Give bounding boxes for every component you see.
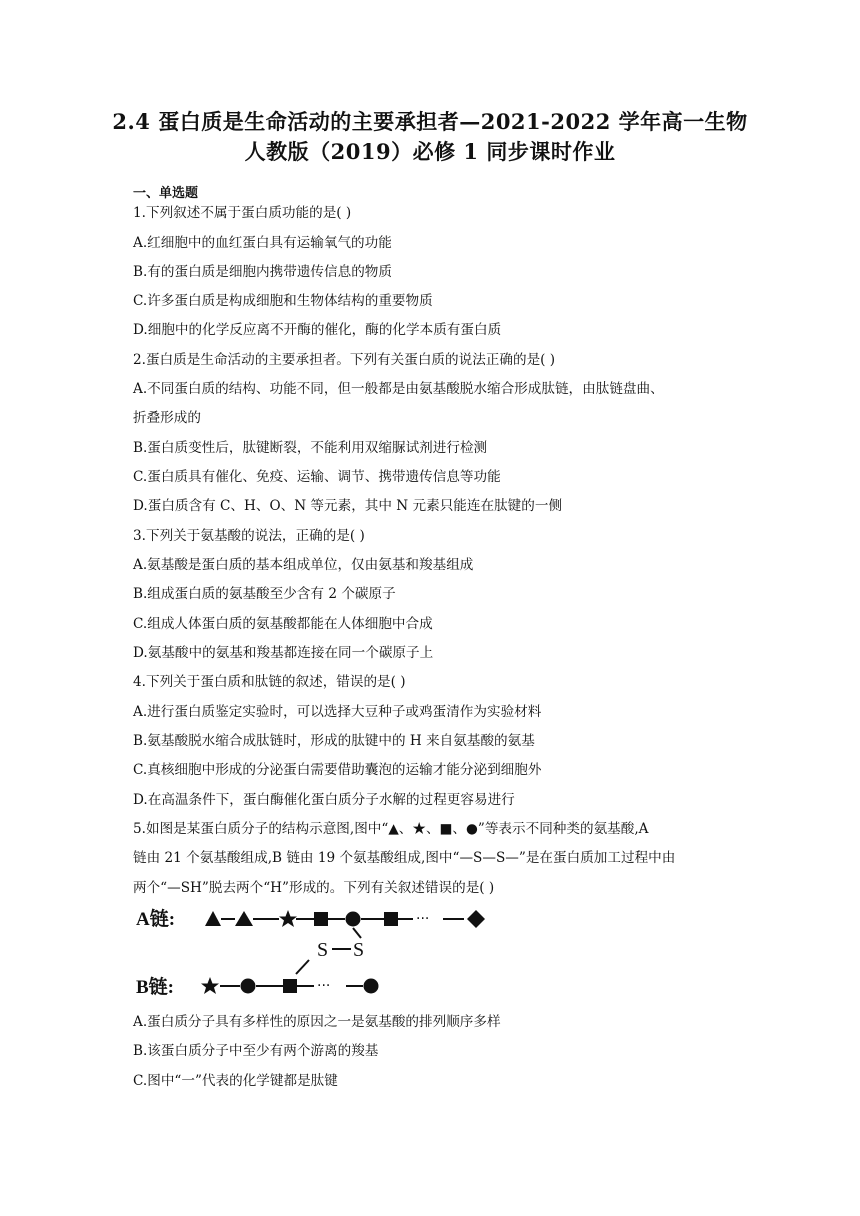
question-line-continued: 链由 21 个氨基酸组成,B 链由 19 个氨基酸组成,图中“—S—S—”是在蛋白质加工过程中由 (133, 850, 676, 866)
option-line: D.在高温条件下，蛋白酶催化蛋白质分子水解的过程更容易进行 (133, 792, 515, 808)
protein-structure-diagram (133, 904, 493, 1004)
star-amino-acid-icon (279, 910, 297, 927)
question-line-continued: 两个“—SH”脱去两个“H”形成的。下列有关叙述错误的是( ) (133, 880, 495, 896)
square-amino-acid-icon (283, 979, 297, 993)
option-line-continued: 折叠形成的 (133, 410, 201, 426)
question-line: 1.下列叙述不属于蛋白质功能的是( ) (133, 205, 352, 221)
option-line: D.氨基酸中的氨基和羧基都连接在同一个碳原子上 (133, 645, 434, 661)
section-heading: 一、单选题 (133, 186, 199, 201)
option-line: A.进行蛋白质鉴定实验时，可以选择大豆种子或鸡蛋清作为实验材料 (133, 704, 542, 720)
sulfur-label: S (317, 939, 329, 961)
question-line: 3.下列关于氨基酸的说法，正确的是( ) (133, 528, 365, 544)
triangle-amino-acid-icon (205, 911, 221, 926)
square-amino-acid-icon (384, 912, 398, 926)
document-title-line-2: 人教版（2019）必修 1 同步课时作业 (244, 139, 616, 164)
circle-amino-acid-icon (346, 912, 361, 927)
option-line: D.细胞中的化学反应离不开酶的催化，酶的化学本质有蛋白质 (133, 322, 502, 338)
option-line: C.组成人体蛋白质的氨基酸都能在人体细胞中合成 (133, 616, 433, 632)
option-line: A.红细胞中的血红蛋白具有运输氧气的功能 (133, 235, 392, 251)
sulfur-label: S (353, 939, 365, 961)
question-line: 2.蛋白质是生命活动的主要承担者。下列有关蛋白质的说法正确的是( ) (133, 352, 556, 368)
square-amino-acid-icon (314, 912, 328, 926)
b-chain-label: B链: (136, 977, 175, 998)
option-line: B.该蛋白质分子中至少有两个游离的羧基 (133, 1043, 379, 1059)
diamond-amino-acid-icon (467, 910, 485, 928)
option-line: B.氨基酸脱水缩合成肽链时，形成的肽键中的 H 来自氨基酸的氨基 (133, 733, 535, 749)
option-line: B.蛋白质变性后，肽键断裂，不能利用双缩脲试剂进行检测 (133, 440, 488, 456)
option-line: A.蛋白质分子具有多样性的原因之一是氨基酸的排列顺序多样 (133, 1014, 501, 1030)
circle-amino-acid-icon (364, 979, 379, 994)
option-line: C.图中“一”代表的化学键都是肽键 (133, 1073, 338, 1089)
a-chain-label: A链: (136, 909, 176, 930)
document-title-line-1: 2.4 蛋白质是生命活动的主要承担者—2021-2022 学年高一生物 (112, 109, 748, 134)
option-line: C.许多蛋白质是构成细胞和生物体结构的重要物质 (133, 293, 433, 309)
triangle-amino-acid-icon (235, 911, 253, 926)
option-line: A.不同蛋白质的结构、功能不同，但一般都是由氨基酸脱水缩合形成肽链，由肽链盘曲、 (133, 381, 664, 397)
a-chain-ellipsis: ··· (416, 911, 430, 927)
star-amino-acid-icon (201, 977, 219, 994)
question-line: 5.如图是某蛋白质分子的结构示意图,图中“▲、★、■、●”等表示不同种类的氨基酸,A (133, 821, 649, 837)
circle-amino-acid-icon (241, 979, 256, 994)
option-line: B.组成蛋白质的氨基酸至少含有 2 个碳原子 (133, 586, 396, 602)
b-chain-ellipsis: ··· (317, 978, 331, 994)
option-line: B.有的蛋白质是细胞内携带遗传信息的物质 (133, 264, 392, 280)
option-line: C.蛋白质具有催化、免疫、运输、调节、携带遗传信息等功能 (133, 469, 501, 485)
option-line: A.氨基酸是蛋白质的基本组成单位，仅由氨基和羧基组成 (133, 557, 474, 573)
question-line: 4.下列关于蛋白质和肽链的叙述，错误的是( ) (133, 674, 406, 690)
option-line: D.蛋白质含有 C、H、O、N 等元素，其中 N 元素只能连在肽键的一侧 (133, 498, 563, 514)
option-line: C.真核细胞中形成的分泌蛋白需要借助囊泡的运输才能分泌到细胞外 (133, 762, 542, 778)
